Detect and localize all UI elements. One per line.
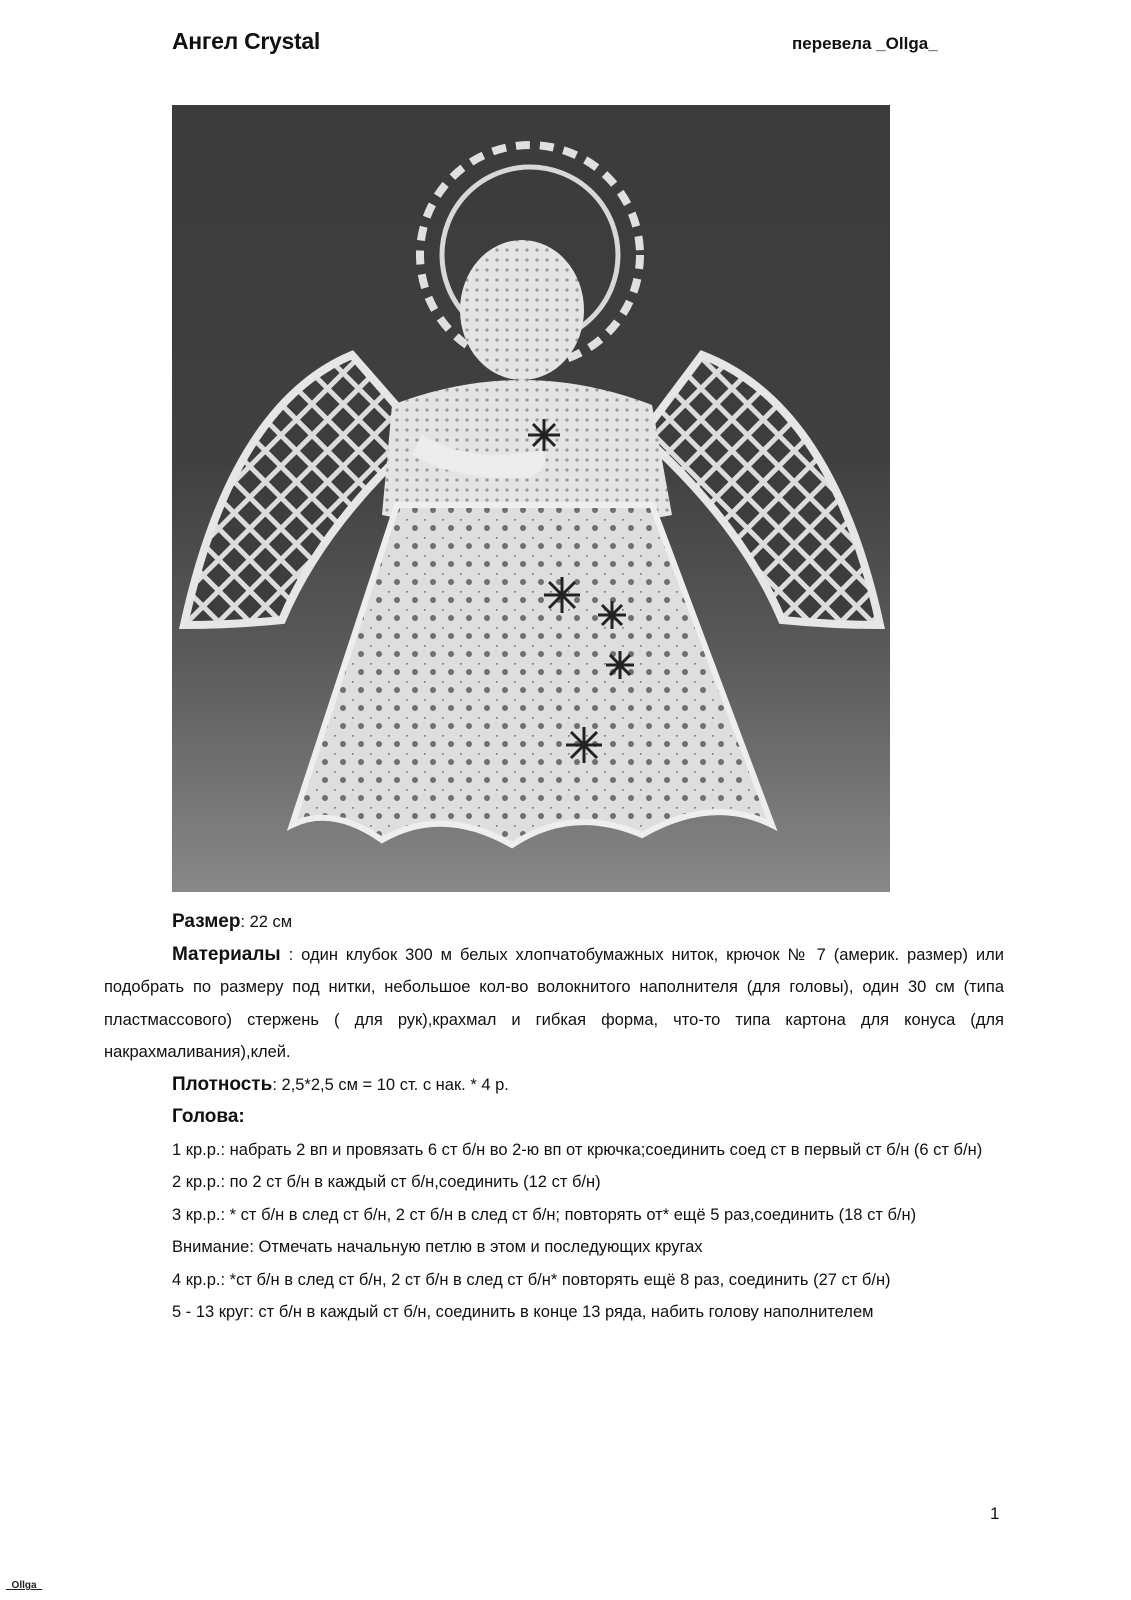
head-row-1: 1 кр.р.: набрать 2 вп и провязать 6 ст б/н во 2-ю вп от крючка;соединить соед ст в первый ст б/н (6 ст б/н): [172, 1140, 983, 1159]
size-line: [104, 906, 1004, 939]
gauge-value: : 2,5*2,5 см = 10 ст. с нак. * 4 р.: [272, 1075, 509, 1094]
size-label: Размер: [172, 911, 241, 932]
watermark: _Ollga_: [6, 1580, 43, 1591]
materials-label: Материалы: [172, 943, 281, 965]
materials-paragraph: [104, 939, 1004, 1069]
gauge-label: Плотность: [172, 1073, 273, 1095]
document-title: Ангел Crystal: [172, 28, 320, 54]
pattern-instructions: [104, 906, 1004, 1329]
translator-credit: перевела _Ollga_: [792, 34, 938, 53]
head-row-2: 2 кр.р.: по 2 ст б/н в каждый ст б/н,соединить (12 ст б/н): [172, 1173, 601, 1191]
materials-text: : один клубок 300 м белых хлопчатобумажных ниток, крючок № 7 (америк. размер) или подобрать по размеру под нитки, небольшое кол-во волокнитого наполнителя (для головы), один 30 см (типа пластмассового) стержень ( для рук),крахмал и гибкая форма, что-то типа картона для конуса (для накрахмаливания),клей.: [104, 945, 1004, 1061]
head-row-5-13: 5 - 13 круг: ст б/н в каждый ст б/н, соединить в конце 13 ряда, набить голову наполнителем: [172, 1303, 874, 1321]
crochet-angel-illustration: [172, 105, 890, 892]
head-section-heading: Голова:: [172, 1106, 245, 1127]
head-row-4: 4 кр.р.: *ст б/н в след ст б/н, 2 ст б/н в след ст б/н* повторять ещё 8 раз, соединить (27 ст б/н): [172, 1270, 891, 1289]
page-number: 1: [990, 1504, 1000, 1523]
gauge-line: [104, 1069, 1004, 1102]
head-row-3: 3 кр.р.: * ст б/н в след ст б/н, 2 ст б/н в след ст б/н; повторять от* ещё 5 раз,соединить (18 ст б/н): [172, 1205, 917, 1224]
size-value: : 22 см: [240, 913, 293, 931]
head-note: Внимание: Отмечать начальную петлю в этом и последующих кругах: [172, 1238, 703, 1256]
angel-photo: [172, 105, 890, 892]
